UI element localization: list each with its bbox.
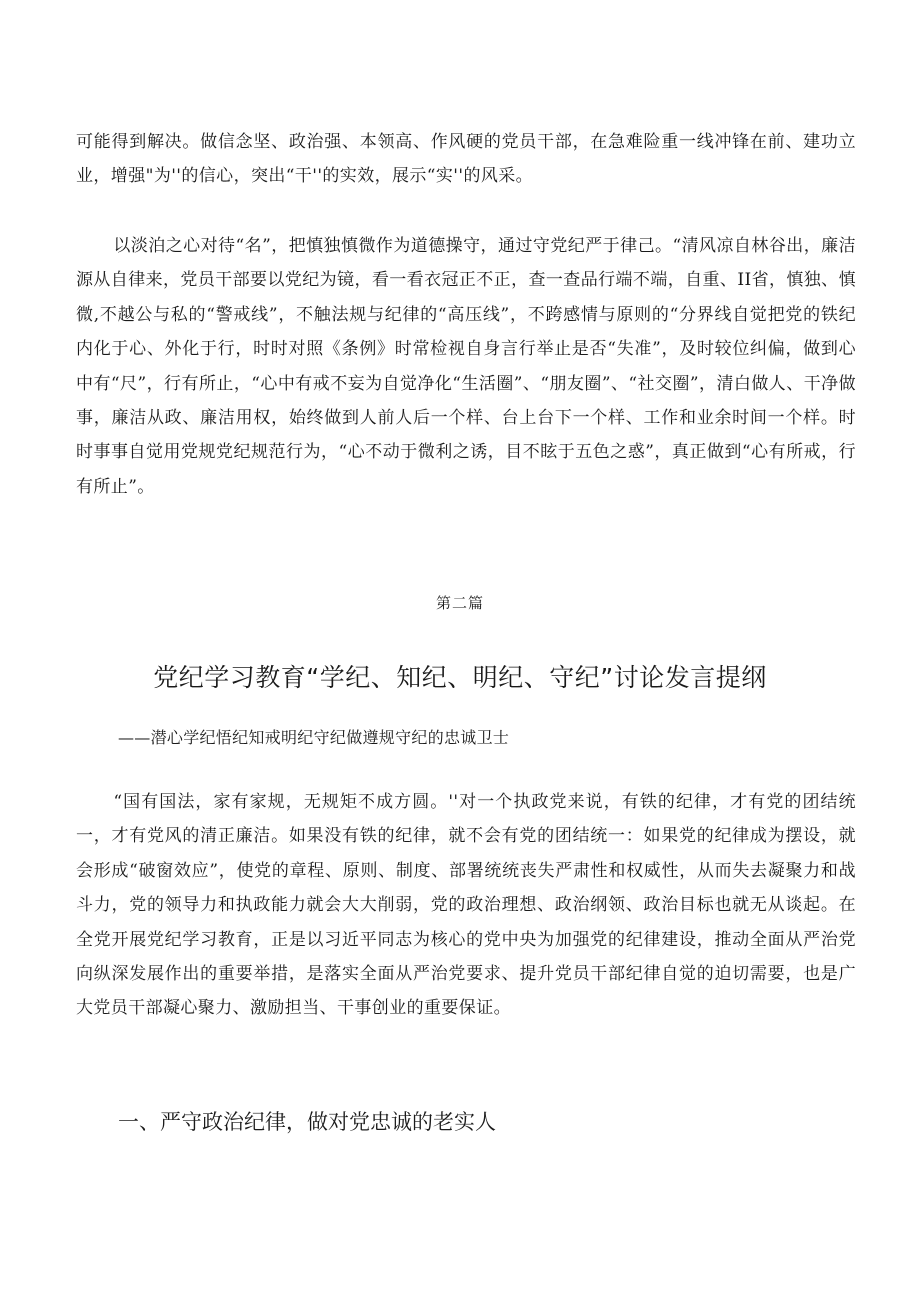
paragraph-self-discipline: 以淡泊之心对待“名”，把慎独慎微作为道德操守，通过守党纪严于律己。“清风凉自林谷出，廉洁源从自律来，党员干部要以党纪为镜，看一看衣冠正不正，查一查品行端不端，自重、II省，慎独、慎微,不越公与私的“警戒线”，不触法规与纪律的“高压线”，不跨感情与原则的“分界线自觉把党的铁纪内化于心、外化于行，时时对照《条例》时常检视自身言行举止是否“失准”，及时较位纠偏，做到心中有“尺”，行有所止，“心中有戒不妄为自觉净化“生活圈”、“朋友圈”、“社交圈”，清白做人、干净做事，廉洁从政、廉洁用权，始终做到人前人后一个样、台上台下一个样、工作和业余时间一个样。时时事事自觉用党规党纪规范行为，“心不动于微利之诱，目不眩于五色之惑”，真正做到“心有所戒，行有所止”。 <box>76 236 856 497</box>
section-label: 第二篇 <box>435 594 484 612</box>
document-title: 党纪学习教育“学纪、知纪、明纪、守纪”讨论发言提纲 <box>153 663 767 692</box>
document-subtitle: ——潜心学纪悟纪知戒明纪守纪做遵规守纪的忠诚卫士 <box>118 728 510 747</box>
paragraph-intro: “国有国法，家有家规，无规矩不成方圆。''对一个执政党来说，有铁的纪律，才有党的团结统一，才有党风的清正廉洁。如果没有铁的纪律，就不会有党的团结统一：如果党的纪律成为摆设，就会形成“破窗效应”，使党的章程、原则、制度、部署统统丧失严肃性和权威性，从而失去凝聚力和战斗力，党的领导力和执政能力就会大大削弱，党的政治理想、政治纲领、政治目标也就无从谈起。在全党开展党纪学习教育，正是以习近平同志为核心的党中央为加强党的纪律建设，推动全面从严治党向纵深发展作出的重要举措，是落实全面从严治党要求、提升党员干部纪律自觉的迫切需要，也是广大党员干部凝心聚力、激励担当、干事创业的重要保证。 <box>76 792 856 1019</box>
section-heading-1: 一、严守政治纪律，做对党忠诚的老实人 <box>118 1110 496 1134</box>
paragraph-continuation: 可能得到解决。做信念坚、政治强、本领高、作风硬的党员干部，在急难险重一线冲锋在前、建功立业，增强"为''的信心，突出“干''的实效，展示“实''的风采。 <box>76 132 856 187</box>
